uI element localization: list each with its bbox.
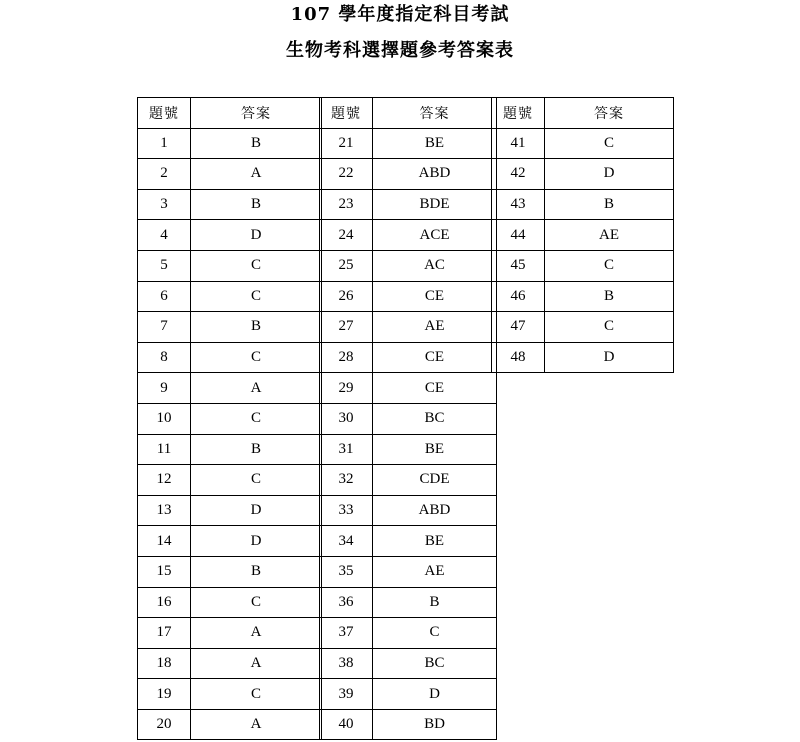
table-row [320,128,497,159]
table-row [320,648,497,679]
answer-cell: AE [545,220,674,251]
header-question-number: 題號 [320,98,373,129]
question-number-cell: 9 [138,373,191,404]
table-row [138,434,322,465]
table-row [320,556,497,587]
table-row [320,312,497,343]
question-number-cell: 17 [138,618,191,649]
answer-cell: ABD [373,159,497,190]
answer-cell: CDE [373,465,497,496]
answer-cell: AC [373,250,497,281]
answer-table-1-20 [137,97,322,740]
table-row [320,281,497,312]
question-number-cell: 1 [138,128,191,159]
question-number-cell: 8 [138,342,191,373]
table-row [138,403,322,434]
table-row [138,189,322,220]
answer-cell: D [191,495,322,526]
table-row [320,709,497,740]
table-row [492,128,674,159]
answer-cell: C [191,342,322,373]
answer-cell: BDE [373,189,497,220]
answer-cell: CE [373,281,497,312]
question-number-cell: 33 [320,495,373,526]
question-number-cell: 47 [492,312,545,343]
answer-cell: B [191,556,322,587]
question-number-cell: 38 [320,648,373,679]
question-number-cell: 43 [492,189,545,220]
table-row [320,495,497,526]
answer-cell: C [191,587,322,618]
answer-cell: C [545,128,674,159]
question-number-cell: 45 [492,250,545,281]
table-row [492,250,674,281]
question-number-cell: 31 [320,434,373,465]
answer-cell: C [191,679,322,710]
answer-cell: CE [373,373,497,404]
table-row [320,250,497,281]
answer-cell: AE [373,312,497,343]
header-answer: 答案 [191,98,322,129]
answer-cell: D [191,220,322,251]
table-row [138,342,322,373]
answer-cell: B [191,312,322,343]
answer-cell: B [191,434,322,465]
table-row [492,159,674,190]
table-row [492,281,674,312]
table-row [138,648,322,679]
answer-cell: B [545,189,674,220]
question-number-cell: 19 [138,679,191,710]
table-row [320,403,497,434]
question-number-cell: 42 [492,159,545,190]
header-question-number: 題號 [138,98,191,129]
question-number-cell: 5 [138,250,191,281]
answer-cell: D [373,679,497,710]
answer-cell: BE [373,526,497,557]
question-number-cell: 18 [138,648,191,679]
table-row [320,159,497,190]
question-number-cell: 29 [320,373,373,404]
question-number-cell: 35 [320,556,373,587]
answer-cell: C [191,465,322,496]
answer-cell: A [191,648,322,679]
question-number-cell: 46 [492,281,545,312]
question-number-cell: 12 [138,465,191,496]
question-number-cell: 36 [320,587,373,618]
answer-cell: B [191,189,322,220]
answer-cell: C [191,250,322,281]
answer-cell: B [545,281,674,312]
question-number-cell: 20 [138,709,191,740]
question-number-cell: 39 [320,679,373,710]
answer-cell: A [191,159,322,190]
table-row [138,495,322,526]
table-row [138,587,322,618]
question-number-cell: 15 [138,556,191,587]
table-row [320,220,497,251]
answer-cell: D [545,342,674,373]
answer-cell: A [191,373,322,404]
answer-cell: D [545,159,674,190]
table-row [320,587,497,618]
answer-cell: B [373,587,497,618]
table-row [492,312,674,343]
question-number-cell: 10 [138,403,191,434]
answer-table-21-40 [319,97,497,740]
question-number-cell: 32 [320,465,373,496]
answer-cell: C [191,403,322,434]
question-number-cell: 34 [320,526,373,557]
table-row [138,128,322,159]
header-question-number: 題號 [492,98,545,129]
answer-cell: BE [373,128,497,159]
question-number-cell: 41 [492,128,545,159]
page-title: 107 學年度指定科目考試 [290,4,510,25]
question-number-cell: 28 [320,342,373,373]
header-answer: 答案 [373,98,497,129]
table-row [320,679,497,710]
question-number-cell: 40 [320,709,373,740]
table-row [138,373,322,404]
answer-cell: BC [373,648,497,679]
table-row [138,220,322,251]
question-number-cell: 30 [320,403,373,434]
answer-cell: C [545,312,674,343]
question-number-cell: 27 [320,312,373,343]
table-row [138,159,322,190]
table-row [320,465,497,496]
answer-cell: A [191,709,322,740]
table-row [492,220,674,251]
answer-cell: A [191,618,322,649]
answer-cell: D [191,526,322,557]
question-number-cell: 21 [320,128,373,159]
table-row [320,373,497,404]
question-number-cell: 23 [320,189,373,220]
table-row [492,342,674,373]
answer-cell: AE [373,556,497,587]
header-answer: 答案 [545,98,674,129]
question-number-cell: 13 [138,495,191,526]
answer-table-41-48 [491,97,674,373]
question-number-cell: 16 [138,587,191,618]
answer-cell: CE [373,342,497,373]
table-row [138,618,322,649]
question-number-cell: 14 [138,526,191,557]
table-row [138,709,322,740]
table-header-row [138,98,322,129]
table-row [138,312,322,343]
table-row [138,679,322,710]
table-row [138,526,322,557]
question-number-cell: 48 [492,342,545,373]
question-number-cell: 22 [320,159,373,190]
table-row [138,465,322,496]
table-header-row [492,98,674,129]
question-number-cell: 11 [138,434,191,465]
question-number-cell: 6 [138,281,191,312]
table-row [138,556,322,587]
question-number-cell: 24 [320,220,373,251]
table-row [138,281,322,312]
answer-cell: C [545,250,674,281]
answer-cell: C [191,281,322,312]
answer-cell: C [373,618,497,649]
table-row [320,526,497,557]
page-subtitle: 生物考科選擇題參考答案表 [286,40,514,61]
table-row [320,342,497,373]
table-row [320,189,497,220]
question-number-cell: 4 [138,220,191,251]
answer-cell: BE [373,434,497,465]
answer-cell: B [191,128,322,159]
table-header-row [320,98,497,129]
question-number-cell: 2 [138,159,191,190]
table-row [492,189,674,220]
question-number-cell: 26 [320,281,373,312]
question-number-cell: 37 [320,618,373,649]
table-row [320,618,497,649]
answer-cell: BD [373,709,497,740]
question-number-cell: 44 [492,220,545,251]
answer-cell: ACE [373,220,497,251]
answer-cell: BC [373,403,497,434]
question-number-cell: 25 [320,250,373,281]
answer-cell: ABD [373,495,497,526]
table-row [138,250,322,281]
question-number-cell: 7 [138,312,191,343]
question-number-cell: 3 [138,189,191,220]
table-row [320,434,497,465]
